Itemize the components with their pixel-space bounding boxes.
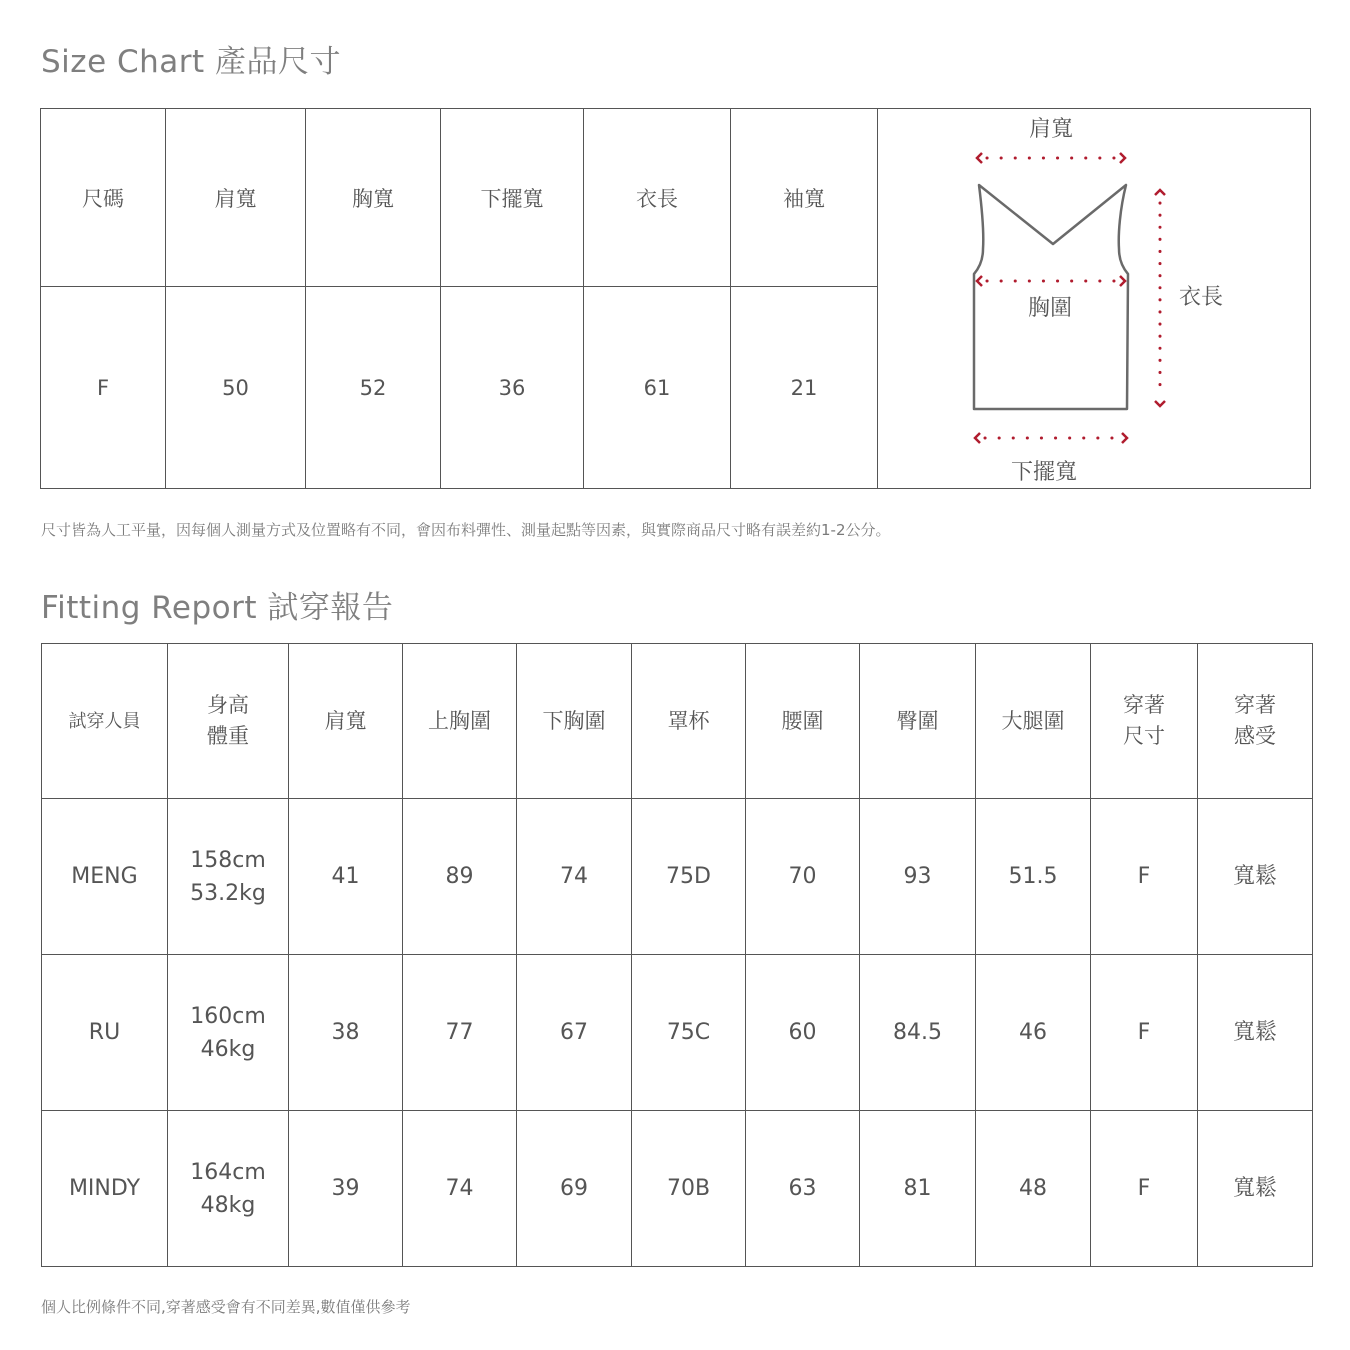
cell-wear-size: F <box>1091 1111 1198 1267</box>
diagram-chest-label: 胸圍 <box>1027 296 1073 321</box>
cell-wear-feel: 寬鬆 <box>1198 799 1313 955</box>
cell-cup: 70B <box>632 1111 746 1267</box>
diagram-hem-label: 下擺寬 <box>1010 460 1078 485</box>
cell-under-bust: 74 <box>517 799 632 955</box>
cell-wear-size: F <box>1091 799 1198 955</box>
cell-waist: 63 <box>746 1111 860 1267</box>
hem-arrow-right-icon <box>1122 433 1127 443</box>
length-arrow-down-icon <box>1155 401 1165 406</box>
cell-shoulder: 38 <box>289 955 403 1111</box>
diagram-length-label: 衣長 <box>1178 285 1224 310</box>
cell-thigh: 48 <box>976 1111 1091 1267</box>
header-thigh: 大腿圍 <box>976 644 1091 799</box>
cell-wear-feel: 寬鬆 <box>1198 1111 1313 1267</box>
header-sleeve: 袖寬 <box>731 109 878 287</box>
cell-sleeve: 21 <box>731 287 878 489</box>
shoulder-arrow-left-icon <box>977 153 982 163</box>
cell-shoulder: 50 <box>166 287 306 489</box>
cell-hip: 93 <box>860 799 976 955</box>
cell-tester: MENG <box>42 799 168 955</box>
diagram-shoulder-label: 肩寬 <box>1028 117 1074 142</box>
header-shoulder: 肩寬 <box>166 109 306 287</box>
cell-wear-feel: 寬鬆 <box>1198 955 1313 1111</box>
cell-hip: 84.5 <box>860 955 976 1111</box>
header-waist: 腰圍 <box>746 644 860 799</box>
cell-upper-bust: 89 <box>403 799 517 955</box>
header-hip: 臀圍 <box>860 644 976 799</box>
hem-arrow-left-icon <box>975 433 980 443</box>
size-chart-table <box>40 108 1311 489</box>
header-tester: 試穿人員 <box>42 644 168 799</box>
size-chart-title: Size Chart 產品尺寸 <box>41 44 342 80</box>
cell-thigh: 46 <box>976 955 1091 1111</box>
garment-diagram-cell <box>878 109 1311 489</box>
size-chart-header-row <box>41 109 1311 287</box>
cell-cup: 75C <box>632 955 746 1111</box>
cell-thigh: 51.5 <box>976 799 1091 955</box>
shoulder-arrow-right-icon <box>1120 153 1125 163</box>
chest-arrow-left-icon <box>977 276 982 286</box>
fitting-report-table <box>41 643 1313 1267</box>
size-chart-note: 尺寸皆為人工平量，因每個人測量方式及位置略有不同，會因布料彈性、測量起點等因素，與實際商品尺寸略有誤差約1-2公分。 <box>41 521 891 539</box>
cell-height-weight: 158cm 53.2kg <box>168 799 289 955</box>
table-row <box>42 955 1313 1111</box>
cell-height-weight: 164cm 48kg <box>168 1111 289 1267</box>
cell-height-weight: 160cm 46kg <box>168 955 289 1111</box>
header-chest: 胸寬 <box>306 109 441 287</box>
garment-diagram <box>878 109 1310 489</box>
header-hem: 下擺寬 <box>441 109 584 287</box>
cell-waist: 70 <box>746 799 860 955</box>
cell-length: 61 <box>584 287 731 489</box>
fitting-report-header-row <box>42 644 1313 799</box>
cell-size: F <box>41 287 166 489</box>
header-upper-bust: 上胸圍 <box>403 644 517 799</box>
cell-waist: 60 <box>746 955 860 1111</box>
cell-hip: 81 <box>860 1111 976 1267</box>
cell-under-bust: 69 <box>517 1111 632 1267</box>
fitting-report-title: Fitting Report 試穿報告 <box>41 590 394 626</box>
length-arrow-up-icon <box>1155 190 1165 195</box>
cell-tester: RU <box>42 955 168 1111</box>
header-wear-size: 穿著 尺寸 <box>1091 644 1198 799</box>
cell-hem: 36 <box>441 287 584 489</box>
cell-under-bust: 67 <box>517 955 632 1111</box>
table-row <box>42 799 1313 955</box>
cell-shoulder: 39 <box>289 1111 403 1267</box>
cell-upper-bust: 74 <box>403 1111 517 1267</box>
header-wear-feel: 穿著 感受 <box>1198 644 1313 799</box>
cell-wear-size: F <box>1091 955 1198 1111</box>
cell-cup: 75D <box>632 799 746 955</box>
fitting-report-note: 個人比例條件不同,穿著感受會有不同差異,數值僅供參考 <box>41 1298 411 1316</box>
cell-chest: 52 <box>306 287 441 489</box>
table-row <box>42 1111 1313 1267</box>
chest-arrow-right-icon <box>1120 276 1125 286</box>
header-cup: 罩杯 <box>632 644 746 799</box>
cell-tester: MINDY <box>42 1111 168 1267</box>
header-height-weight: 身高 體重 <box>168 644 289 799</box>
header-size: 尺碼 <box>41 109 166 287</box>
header-shoulder: 肩寬 <box>289 644 403 799</box>
cell-upper-bust: 77 <box>403 955 517 1111</box>
header-under-bust: 下胸圍 <box>517 644 632 799</box>
cell-shoulder: 41 <box>289 799 403 955</box>
header-length: 衣長 <box>584 109 731 287</box>
